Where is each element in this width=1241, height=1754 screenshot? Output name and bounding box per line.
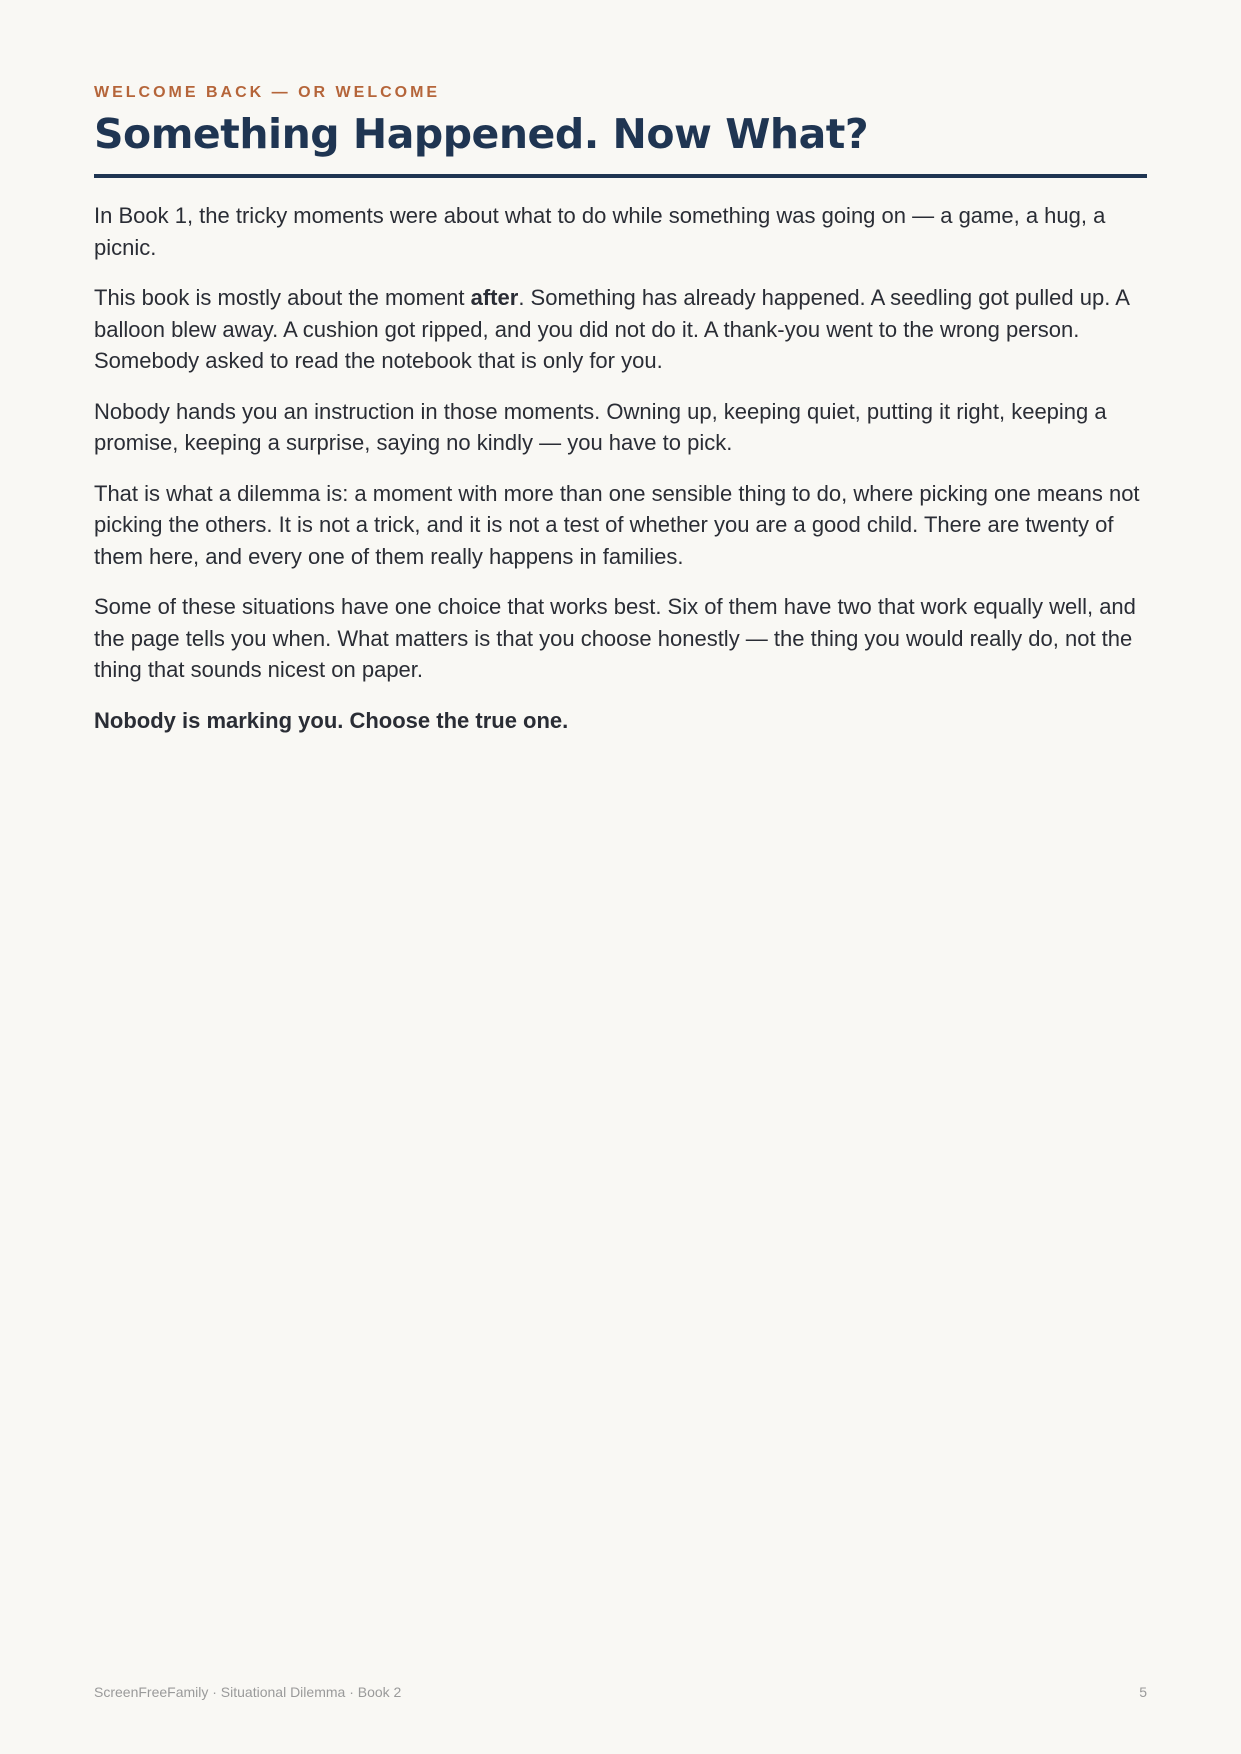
paragraph-5: Some of these situations have one choice that works best. Six of them have two that work equally well, and the page tells you when. What matters is that you choose honestly — the thing you would really do, not the thing that sounds nicest on paper. <box>94 594 1136 682</box>
page-title: Something Happened. Now What? <box>94 110 869 158</box>
title-divider <box>94 174 1147 178</box>
paragraph-3: Nobody hands you an instruction in those moments. Owning up, keeping quiet, putting it right, keeping a promise, keeping a surprise, saying no kindly — you have to pick. <box>94 398 1107 455</box>
emphasis-after: after <box>470 285 519 310</box>
paragraph-1: In Book 1, the tricky moments were about what to do while something was going on — a game, a hug, a picnic. <box>94 203 1106 260</box>
paragraph-2-lead: This book is mostly about the moment <box>94 285 471 310</box>
section-eyebrow: WELCOME BACK — OR WELCOME <box>94 84 441 101</box>
page-content <box>94 82 1147 736</box>
paragraph-4: That is what a dilemma is: a moment with more than one sensible thing to do, where picking one means not picking the others. It is not a trick, and it is not a test of whether you are a good child. There are twenty of them here, and every one of them really happens in families. <box>94 480 1140 569</box>
page-footer <box>94 1684 1147 1700</box>
paragraph-2-rest: . Something has already happened. A seedling got pulled up. A balloon blew away. A cushion got ripped, and you did not do it. A thank-you went to the wrong person. Somebody asked to read the notebook that is only for you. <box>94 285 1129 373</box>
page-number: 5 <box>1139 1684 1147 1700</box>
footer-source: ScreenFreeFamily · Situational Dilemma · Book 2 <box>94 1684 402 1700</box>
closing-line: Nobody is marking you. Choose the true one. <box>94 707 569 733</box>
paragraph-2 <box>94 282 1147 377</box>
body-text <box>94 200 1147 736</box>
